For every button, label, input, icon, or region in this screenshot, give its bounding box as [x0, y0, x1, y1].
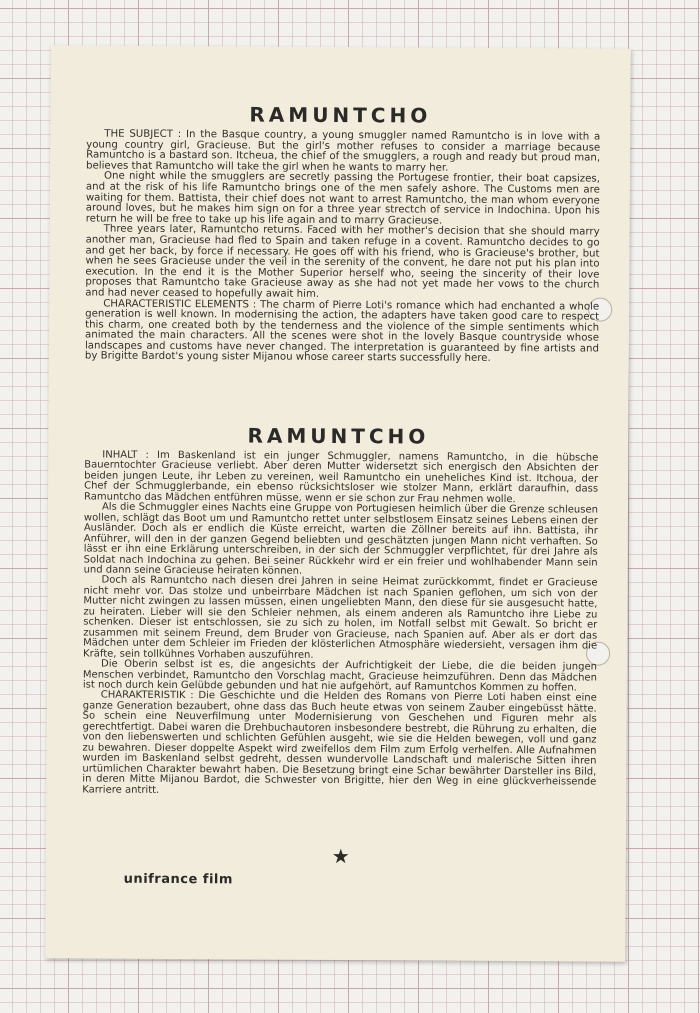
- english-paragraph: Three years later, Ramuntcho returns. Faced with her mother's decision that she should marry another man, Gracieuse had fled to Spain and taken refuge in a covent. Ramuntcho decides to go and get her back, by force if necessary. He goes off with his friend, who is Gracieuse's brother, but when he sees Gracieuse under the veil in the serenity of the convent, he dare not put his plan into execution. In the end it is the Mother Superior herself who, seeing the sincerity of their love proposes that Ramuntcho take Gracieuse away as she had not yet made her vows to the church and had never ceased to hopefully await him.: [85, 223, 600, 300]
- english-paragraph: One night while the smugglers are secretly passing the Portugese frontier, their boat capsizes, and at the risk of his life Ramuntcho brings one of the men safely ashore. The Customs men are waiting for them. Battista, their chief does not want to arrest Ramuntcho, the man whom everyone around loves, but he makes him sign on for a three year strectch of service in Indochina. Upon his return he will be free to take up his life again and to marry Gracieuse.: [85, 170, 601, 227]
- german-title: RAMUNTCHO: [247, 423, 430, 449]
- unifrance-logo: unifrance film: [123, 871, 233, 888]
- german-paragraph: CHARAKTERISTIK : Die Geschichte und die Helden des Romans von Pierre Loti haben einst eine ganze Generation bezaubert, ohne dass das Buch heute etwas von seinem Zauber eingebüsst hätte. So schein eine Neuverfilmung unter Modernisierung von Geschehen und Figuren mehr als gerechtfertigt. Dabei waren die Drehbuchautoren insbesondere bestrebt, die Rührung zu erhalten, die von den liebenswerten und schlichten Gefühlen ausgeht, wie sie die Helden bewegen, voll und ganz zu bewahren. Dieser doppelte Aspekt wird zweifellos dem Film zum Erfolg verhelfen. Alle Aufnahmen wurden im Baskenland selbst gedreht, dessen wundervolle Landschaft und malerische Sitten ihren urtümlichen Charakter bewahrt haben. Die Besetzung bringt eine Schar bewährter Darsteller ins Bild, in deren Mitte Mijanou Bardot, die Schwester von Brigitte, hier den Weg in eine glückverheissende Karriere antritt.: [82, 689, 597, 796]
- english-paragraph: THE SUBJECT : In the Basque country, a young smuggler named Ramuntcho is in love with a young country girl, Gracieuse. But the girl's mother refuses to consider a marriage because Ramuntcho is a bastard son. Itcheua, the chief of the smugglers, a rough and ready but proud man, believes that Ramuntcho will take the girl when he wants to marry her.: [86, 128, 601, 174]
- english-paragraph: CHARACTERISTIC ELEMENTS : The charm of Pierre Loti's romance which had enchanted a whole generation is well known. In modernising the action, the adapters have taken good care to respect this charm, one created both by the tenderness and the violence of the simple sentiments which animated the main characters. All the scenes were shot in the lovely Basque countryside whose landscapes and customs have never changed. The interpretation is guaranteed by fine artists and by Brigitte Bardot's young sister Mijanou whose career starts successfully here.: [84, 298, 600, 365]
- german-paragraph: Doch als Ramuntcho nach diesen drei Jahren in seine Heimat zurückkommt, findet er Gracieuse nicht mehr vor. Das stolze und unbeirrbare Mädchen ist nach Spanien geflohen, um sich von der Mutter nicht zwingen zu lassen müssen, einen ungeliebten Mann, den diese für sie ausgesucht hatte, zu heiraten. Lieber will sie den Schleier nehmen, als einem anderen als Ramuntcho ihre Liebe zu schenken. Dieser ist entschlossen, sie zu sich zu holen, im Notfall selbst mit Gewalt. So bricht er zusammen mit seinem Freund, dem Bruder von Gracieuse, nach Spanien auf. Aber als er dort das Mädchen unter dem Schleier im Frieden der klösterlichen Atmosphäre wiedersieht, versagen ihm die Kräfte, sein tollkühnes Vorhaben auszuführen.: [83, 574, 598, 661]
- flyer-sheet: [45, 45, 631, 962]
- german-paragraph: Die Oberin selbst ist es, die angesichts der Aufrichtigkeit der Liebe, die die beiden jungen Menschen verbindet, Ramuntcho den Vorschlag macht, Gracieuse heimzuführen. Denn das Mädchen ist noch durch kein Gelübde gebunden und hat nie aufgehört, auf Ramuntchos Kommen zu hoffen.: [82, 658, 598, 694]
- german-paragraph: Als die Schmuggler eines Nachts eine Gruppe von Portugiesen heimlich über die Grenze schleusen wollen, schlägt das Boot um und Ramuntcho rettet unter selbstlosem Einsatz seines Lebens einen der Ausländer. Doch als er endlich die Küste erreicht, warten die Zöllner bereits auf ihn. Battista, ihr Anführer, will den in der ganzen Gegend beliebten und geschätzten jungen Mann nicht verhaften. So lässt er ihn eine Erklärung unterschreiben, in der sich der Schmuggler verpflichtet, für drei Jahre als Soldat nach Indochina zu gehen. Bei seiner Rückkehr wird er ein freier und wohlhabender Mann sein und dann seine Gracieuse heiraten können.: [83, 501, 598, 577]
- german-synopsis: [82, 450, 598, 798]
- english-title: RAMUNTCHO: [249, 102, 432, 128]
- german-paragraph: INHALT : Im Baskenland ist ein junger Schmuggler, namens Ramuntcho, in die hübsche Bauerntochter Gracieuse verliebt. Aber deren Mutter widersetzt sich energisch den Absichten der beiden jungen Leute, ihr Leben zu vereinen, weil Ramuntcho ein uneheliches Kind ist. Itchoua, der Chef der Schmugglerbande, ein ebenso rücksichtsloser wie stolzer Mann, erklärt daraufhin, dass Ramuntcho das Mädchen entführen müsse, wenn er sie schon zur Frau nehmen wolle.: [84, 449, 599, 505]
- english-synopsis: [85, 129, 600, 365]
- star-icon: ★: [331, 843, 350, 869]
